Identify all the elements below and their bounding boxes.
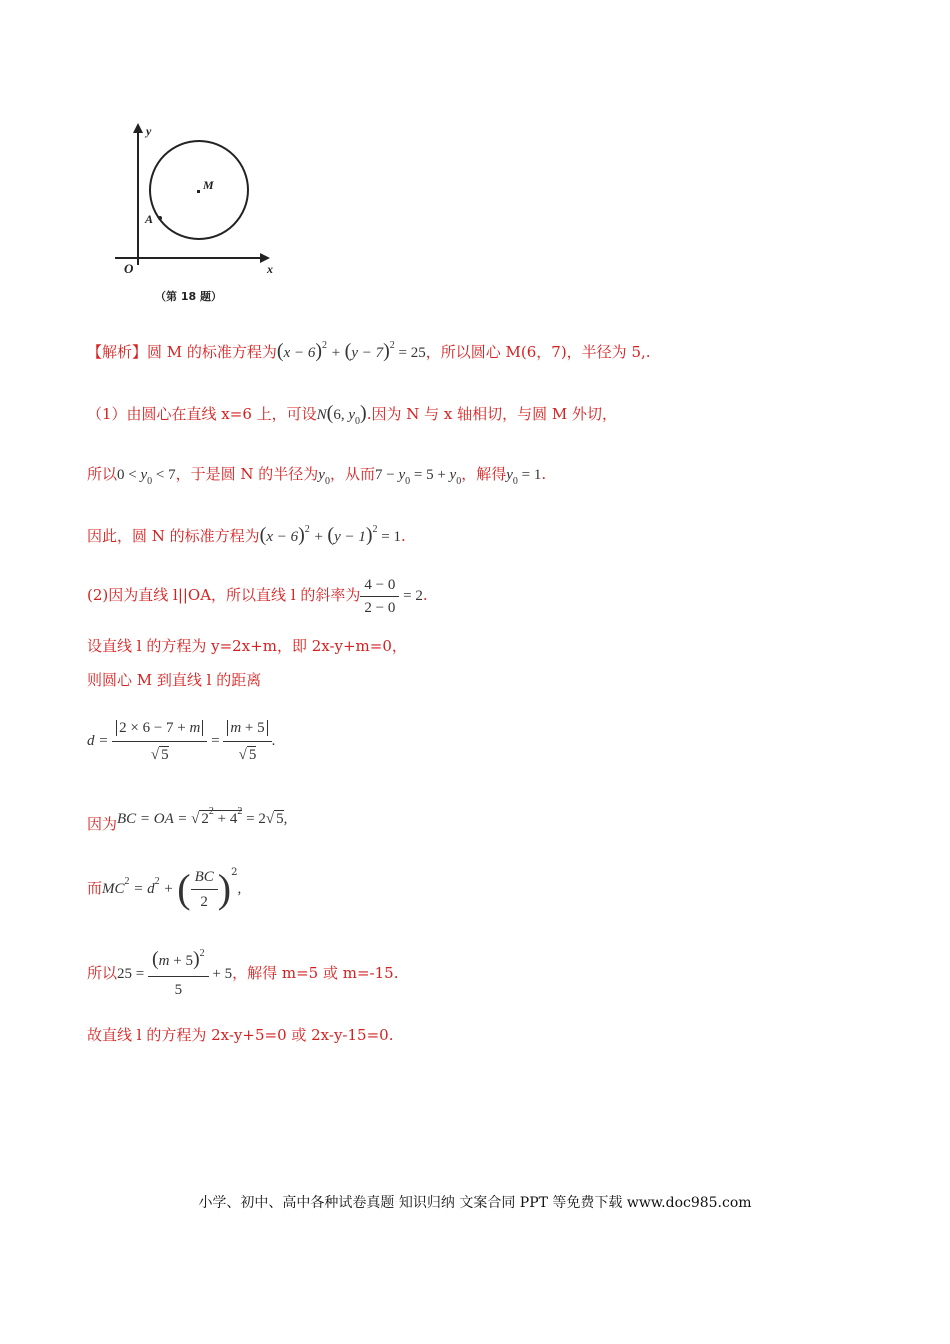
figure-caption: （第 18 题） [155, 290, 222, 303]
p11-text: 故直线 l 的方程为 2x-y+5=0 或 2x-y-15=0. [87, 1026, 394, 1044]
p4-text-2: . [422, 586, 428, 604]
formula-d: d = [87, 733, 113, 749]
label-x: x [267, 262, 273, 276]
intro-text-1: 圆 M 的标准方程为 [147, 343, 277, 361]
p2-text-5: . [541, 465, 547, 483]
p3-text-1: 因此，圆 N 的标准方程为 [87, 527, 260, 545]
p4-text-1: (2)因为直线 l||OA，所以直线 l 的斜率为 [87, 586, 361, 604]
formula-25: 25 = [117, 966, 148, 982]
p3-text-2: . [401, 527, 406, 545]
label-m: M [203, 178, 214, 192]
p2-text-1: 所以 [87, 465, 118, 483]
formula-range: $0 < y_0 < 7$ [117, 467, 176, 487]
part1-line-2 [87, 464, 546, 487]
solution-intro [87, 341, 651, 365]
formula-slope-fraction: $\frac{4 - 0}{2 - 0}$ [360, 576, 399, 617]
p1-text-1: （1）由圆心在直线 x=6 上，可设 [87, 405, 317, 423]
formula-circle-m: $(x - 6)^2 + (y - 7)^2 = 25$ [276, 340, 426, 362]
formula-distance-fraction-1: $\frac{2 \times 6 - 7 + m}{√ 5}$ [112, 717, 207, 766]
part2-line-2 [87, 636, 407, 656]
formula-rparen: ) [217, 866, 232, 911]
page-footer: 小学、初中、高中各种试卷真题 知识归纳 文案合同 PPT 等免费下载 www.doc985.com [198, 1195, 752, 1211]
final-answer [87, 1025, 393, 1045]
formula-mc: $MC^2 = d^2$ + [102, 876, 178, 897]
formula-square: 2 [231, 867, 238, 878]
p10-text-1: 所以 [87, 964, 118, 982]
formula-plus-5: + 5 [208, 966, 233, 982]
part2-line [87, 575, 428, 615]
formula-bc-half: $\frac{BC}{2}$ [191, 867, 218, 912]
p8-text-1: 因为 [87, 815, 118, 833]
p2-text-2: ，于是圆 N 的半径为 [175, 465, 319, 483]
distance-formula [87, 712, 275, 768]
p6-text: 则圆心 M 到直线 l 的距离 [87, 671, 262, 689]
equation-line [87, 945, 398, 1001]
part2-line-3 [87, 670, 261, 690]
p9-text-1: 而 [87, 879, 103, 897]
formula-lparen: ( [177, 866, 191, 911]
figure-diagram [100, 115, 400, 315]
part1-line [87, 403, 617, 427]
formula-circle-n: $(x - 6)^2 + (y - 1)^2 = 1$ [259, 524, 402, 546]
label-origin: O [124, 261, 134, 276]
formula-bc: BC = OA = √ $2^2 + 4^2 = 2√$ 5, [117, 806, 288, 827]
p5-text: 设直线 l 的方程为 y=2x+m，即 2x-y+m=0， [87, 637, 407, 655]
bc-line [87, 803, 287, 833]
solution-bracket: 【解析】 [87, 343, 148, 361]
formula-equation: $7 - y_0 = 5 + y_0$ [374, 467, 462, 487]
formula-slope-value: = 2 [399, 588, 423, 604]
intro-text-2: ，所以圆心 M(6，7)，半径为 5,. [425, 343, 651, 361]
formula-y0: $y_0$ [318, 467, 330, 487]
formula-period-1: . [271, 733, 276, 749]
p1-text-2: .因为 N 与 x 轴相切，与圆 M 外切， [366, 405, 618, 423]
p2-text-3: ，从而 [329, 465, 375, 483]
formula-equation-fraction: $\frac{(m + 5)^2}{5}$ [148, 948, 209, 1001]
p2-text-4: ，解得 [461, 465, 507, 483]
formula-eq-1: = [207, 733, 224, 749]
formula-point-n: N(6, $y_0$) [316, 402, 367, 427]
point-m-dot [197, 190, 200, 193]
mc-line [87, 862, 241, 914]
y-axis-arrow [133, 123, 143, 133]
point-a-dot [158, 216, 162, 220]
part1-conclusion [87, 525, 406, 549]
label-a: A [145, 212, 154, 226]
label-y: y [146, 124, 152, 138]
formula-comma: , [237, 881, 242, 897]
p10-text-2: ，解得 m=5 或 m=-15. [232, 964, 399, 982]
formula-solution: $y_0 = 1$ [506, 467, 542, 487]
formula-distance-fraction-2: $\frac{m + 5}{√ 5}$ [223, 717, 271, 766]
